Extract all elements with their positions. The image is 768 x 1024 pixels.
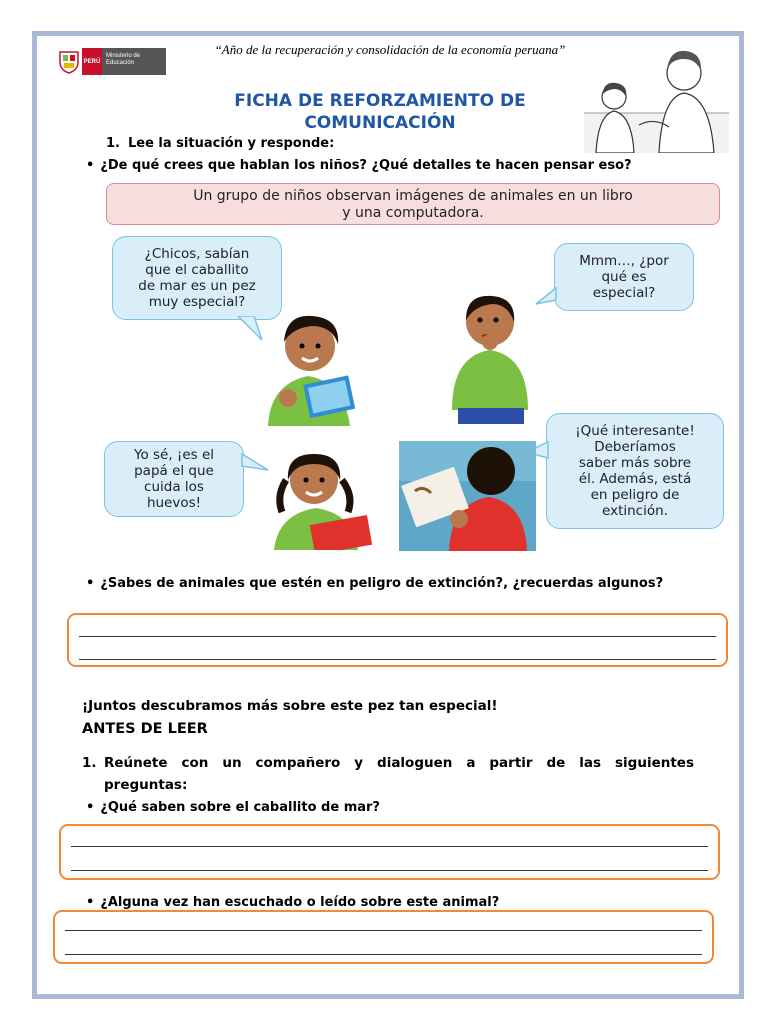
boy-thinking-illustration (446, 290, 538, 424)
teacher-student-illustration (584, 45, 729, 153)
question-1 (86, 158, 632, 173)
bubble-4-line: él. Además, está (578, 471, 692, 487)
logo-ministry: Ministerio de Educación (102, 48, 166, 75)
bubble-4-line: en peligro de (590, 487, 680, 503)
bubble-1-line: ¿Chicos, sabían (144, 246, 250, 262)
bubble-1-line: que el caballito (145, 262, 249, 278)
question-2 (86, 576, 663, 591)
answer-line (79, 659, 716, 660)
answer-box-1[interactable] (67, 613, 728, 667)
answer-box-2[interactable] (59, 824, 720, 880)
bubble-3-line: papá el que (134, 463, 214, 479)
bullet-icon: • (86, 576, 95, 591)
page-title (200, 90, 560, 134)
question-1-text: ¿De qué crees que hablan los niños? ¿Qué detalles te hacen pensar eso? (100, 158, 632, 173)
question-2-text: ¿Sabes de animales que estén en peligro de extinción?, ¿recuerdas algunos? (100, 576, 664, 591)
activity-1 (82, 752, 694, 796)
question-3 (86, 800, 380, 815)
before-reading-heading: ANTES DE LEER (82, 721, 208, 737)
bubble-2-line: Mmm…, ¿por (579, 253, 669, 269)
logo-country: PERÚ (82, 48, 102, 75)
title-line-2: COMUNICACIÓN (304, 113, 456, 133)
title-line-1: FICHA DE REFORZAMIENTO DE (234, 91, 526, 111)
girl-with-red-book-illustration (264, 450, 374, 550)
answer-line (71, 846, 708, 847)
answer-line (65, 930, 702, 931)
bubble-4-line: saber más sobre (578, 455, 692, 471)
question-4-text: ¿Alguna vez han escuchado o leído sobre este animal? (100, 895, 500, 910)
answer-line (79, 636, 716, 637)
question-4 (86, 895, 499, 910)
answer-line (65, 954, 702, 955)
bubble-1-line: de mar es un pez (138, 278, 256, 294)
bubble-3-line: cuida los (144, 479, 204, 495)
bullet-icon: • (86, 895, 95, 910)
situation-box (106, 183, 720, 225)
speech-bubble-1 (112, 236, 282, 320)
situation-line-2: y una computadora. (342, 205, 484, 221)
discover-heading: ¡Juntos descubramos más sobre este pez tan especial! (82, 698, 498, 714)
instruction-1 (106, 136, 334, 151)
bubble-2-line: qué es (601, 269, 647, 285)
bullet-icon: • (86, 800, 95, 815)
ministry-logo (58, 47, 168, 76)
bubble-3-line: huevos! (146, 495, 202, 511)
bubble-4-line: ¡Qué interesante! (575, 423, 695, 439)
bubble-4-line: Deberíamos (594, 439, 676, 455)
bubble-3-line: Yo sé, ¡es el (133, 447, 215, 463)
situation-line-1: Un grupo de niños observan imágenes de animales en un libro (193, 188, 633, 204)
question-3-text: ¿Qué saben sobre el caballito de mar? (100, 800, 380, 815)
boy-reading-illustration (399, 441, 536, 551)
speech-bubble-3 (104, 441, 244, 517)
activity-number: 1. (82, 755, 97, 771)
speech-bubble-4 (546, 413, 724, 529)
bubble-1-line: muy especial? (148, 294, 246, 310)
boy-with-blue-book-illustration (258, 306, 366, 426)
instruction-text: Lee la situación y responde: (127, 136, 335, 151)
answer-box-3[interactable] (53, 910, 714, 964)
bullet-icon: • (86, 158, 95, 173)
bubble-4-line: extinción. (602, 503, 668, 519)
answer-line (71, 870, 708, 871)
activity-line-1: Reúnete con un compañero y dialoguen a partir de las siguientes (104, 755, 694, 771)
motto: “Año de la recuperación y consolidación de la economía peruana” (214, 42, 566, 57)
instruction-number: 1. (106, 136, 120, 151)
bubble-2-line: especial? (592, 285, 656, 301)
shield-icon (58, 50, 80, 74)
activity-line-2: preguntas: (104, 777, 188, 793)
speech-bubble-2 (554, 243, 694, 311)
